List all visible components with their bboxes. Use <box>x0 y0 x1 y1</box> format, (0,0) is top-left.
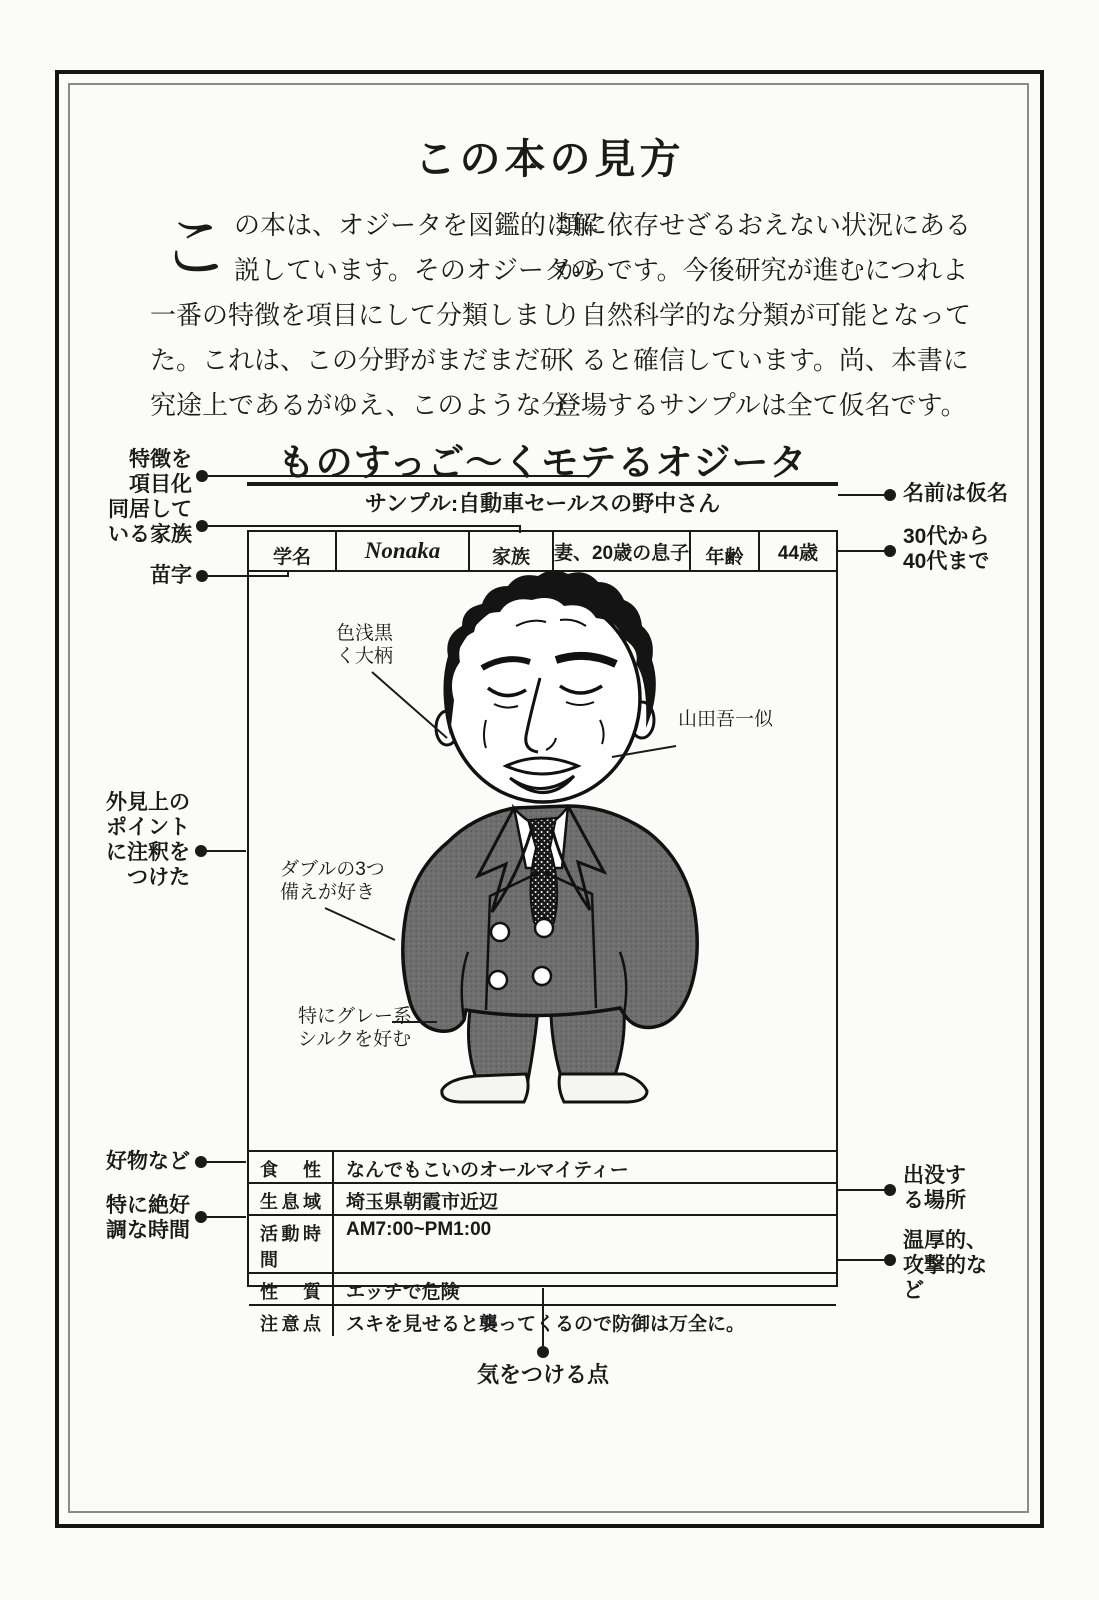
name-label: 学名 <box>272 546 311 568</box>
figure-note-suit-style: ダブルの3つ 備えが好き <box>280 859 385 903</box>
attr-label: 注意点 <box>249 1306 334 1336</box>
attr-value: なんでもこいのオールマイティー <box>346 1160 629 1181</box>
callout-habitat: 出没す る場所 <box>903 1164 966 1212</box>
age-label: 年齢 <box>705 546 744 568</box>
attr-value: エッチで危険 <box>346 1282 460 1303</box>
page-title: この本の見方 <box>414 136 685 182</box>
attr-label: 生息域 <box>249 1184 334 1214</box>
table-row <box>249 1152 836 1182</box>
attr-label: 食性 <box>249 1152 334 1182</box>
intro-text-line: くると確信しています。尚、本書に <box>555 346 969 375</box>
intro-column-left <box>150 203 599 428</box>
attr-value: 埼玉県朝霞市近辺 <box>346 1192 499 1213</box>
callout-cohabiting-family: 同居して いる家族 <box>108 498 192 546</box>
callout-peak-time: 特に絶好 調な時間 <box>106 1194 190 1242</box>
attr-label: 性質 <box>249 1274 334 1304</box>
family-label: 家族 <box>491 546 530 568</box>
callout-itemized-traits: 特徴を 項目化 <box>129 448 192 496</box>
intro-text-line: 究途上であるがゆえ、このような分 <box>150 391 568 420</box>
table-row <box>249 1304 836 1336</box>
intro-text-line: り自然科学的な分類が可能となって <box>555 301 972 330</box>
dropcap: こ <box>160 210 230 287</box>
callout-surname: 苗字 <box>150 564 192 587</box>
intro-text-line: た。これは、この分野がまだまだ研 <box>150 346 567 375</box>
table-row <box>249 1182 836 1214</box>
specimen-subtitle: サンプル:自動車セールスの野中さん <box>364 491 721 516</box>
table-row <box>249 1214 836 1272</box>
figure-note-skin: 色浅黒 く大柄 <box>336 623 394 667</box>
attribute-table <box>249 1150 836 1335</box>
intro-column-right <box>555 203 972 428</box>
callout-favorites: 好物など <box>106 1150 190 1173</box>
attr-value: スキを見せると襲ってくるので防御は万全に。 <box>346 1314 746 1335</box>
header-cell-name-label <box>249 532 337 570</box>
table-row <box>249 1272 836 1304</box>
header-cell-family-value: 妻、20歳の息子 <box>554 532 691 570</box>
attr-value: AM7:00~PM1:00 <box>346 1219 492 1240</box>
intro-text-line: 類に依存せざるおえない状況にある <box>555 211 972 240</box>
intro-text-line: の本は、オジータを図鑑的に解 <box>234 211 599 240</box>
callout-pseudonym: 名前は仮名 <box>903 482 1008 505</box>
intro-text-line: 登場するサンプルは全て仮名です。 <box>555 391 967 420</box>
specimen-title: ものすっご〜くモテるオジータ <box>277 442 808 483</box>
callout-appearance-notes: 外見上の ポイント に注釈を つけた <box>106 791 190 889</box>
intro-text-line: からです。今後研究が進むにつれよ <box>555 256 969 285</box>
figure-note-lookalike: 山田吾一似 <box>678 709 774 730</box>
ojisan-illustration <box>390 560 720 1120</box>
header-cell-age-value: 44歳 <box>777 542 819 564</box>
callout-age-range: 30代から 40代まで <box>903 525 990 573</box>
header-cell-name-value: Nonaka <box>337 532 470 570</box>
intro-text-line: 一番の特徴を項目にして分類しまし <box>150 301 567 330</box>
figure-note-fabric: 特にグレー系 シルクを好む <box>298 1006 413 1050</box>
intro-text-line: 説しています。そのオジータの <box>234 256 596 285</box>
attr-label: 活動時間 <box>249 1216 334 1272</box>
callout-temperament: 温厚的、 攻撃的な ど <box>903 1229 987 1302</box>
callout-points-of-caution: 気をつける点 <box>476 1362 609 1387</box>
